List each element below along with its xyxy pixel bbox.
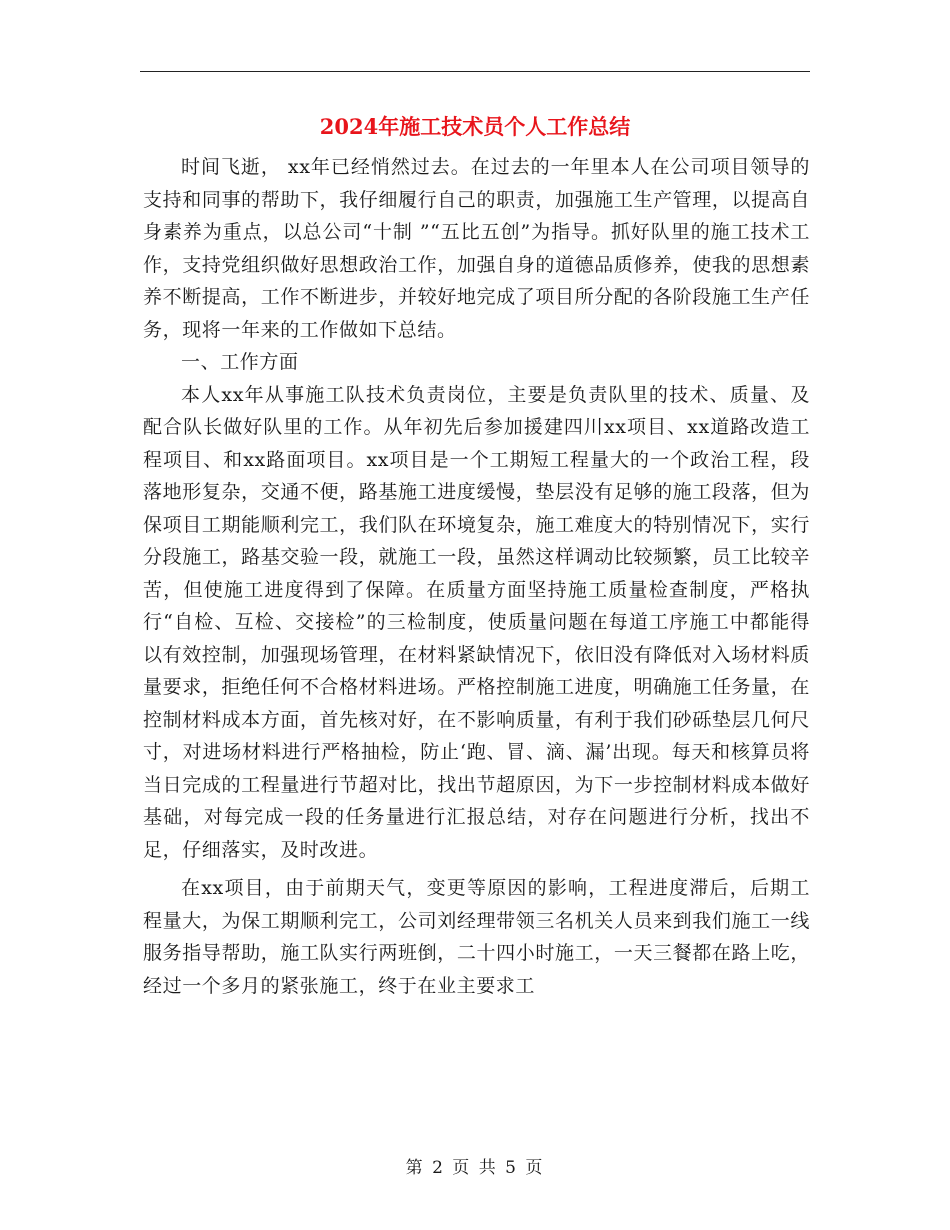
document-body	[143, 151, 810, 1002]
paragraph-intro: 时间飞逝， xx年已经悄然过去。在过去的一年里本人在公司项目领导的支持和同事的帮助下，我仔细履行自己的职责，加强施工生产管理，以提高自身素养为重点，以总公司“十制 ”“五比五创”为指导。抓好队里的施工技术工作，支持党组织做好思想政治工作，加强自身的道德品质修养，使我的思想素养不断提高，工作不断进步，并较好地完成了项目所分配的各阶段施工生产任务，现将一年来的工作做如下总结。	[143, 156, 810, 341]
page-number-footer: 第 2 页 共 5 页	[405, 1158, 545, 1178]
paragraph-project-progress: 在xx项目，由于前期天气，变更等原因的影响，工程进度滞后，后期工程量大，为保工期顺利完工，公司刘经理带领三名机关人员来到我们施工一线服务指导帮助，施工队实行两班倒，二十四小时施工，一天三餐都在路上吃，经过一个多月的紧张施工，终于在业主要求工	[143, 877, 810, 997]
header-rule	[140, 71, 810, 72]
section-heading-work: 一、工作方面	[181, 351, 299, 373]
paragraph-work-details: 本人xx年从事施工队技术负责岗位，主要是负责队里的技术、质量、及配合队长做好队里的工作。从年初先后参加援建四川xx项目、xx道路改造工程项目、和xx路面项目。xx项目是一个工期短工程量大的一个政治工程，段落地形复杂，交通不便，路基施工进度缓慢，垫层没有足够的施工段落，但为保项目工期能顺利完工，我们队在环境复杂，施工难度大的特别情况下，实行分段施工，路基交验一段，就施工一段，虽然这样调动比较频繁，员工比较辛苦，但使施工进度得到了保障。在质量方面坚持施工质量检查制度，严格执行“自检、互检、交接检”的三检制度，使质量问题在每道工序施工中都能得以有效控制，加强现场管理，在材料紧缺情况下，依旧没有降低对入场材料质量要求，拒绝任何不合格材料进场。严格控制施工进度，明确施工任务量，在控制材料成本方面，首先核对好，在不影响质量，有利于我们砂砾垫层几何尺寸，对进场材料进行严格抽检，防止‘跑、冒、滴、漏’出现。每天和核算员将当日完成的工程量进行节超对比，找出节超原因，为下一步控制材料成本做好基础，对每完成一段的任务量进行汇报总结，对存在问题进行分析，找出不足，仔细落实，及时改进。	[143, 383, 810, 861]
document-title: 2024年施工技术员个人工作总结	[319, 114, 631, 139]
